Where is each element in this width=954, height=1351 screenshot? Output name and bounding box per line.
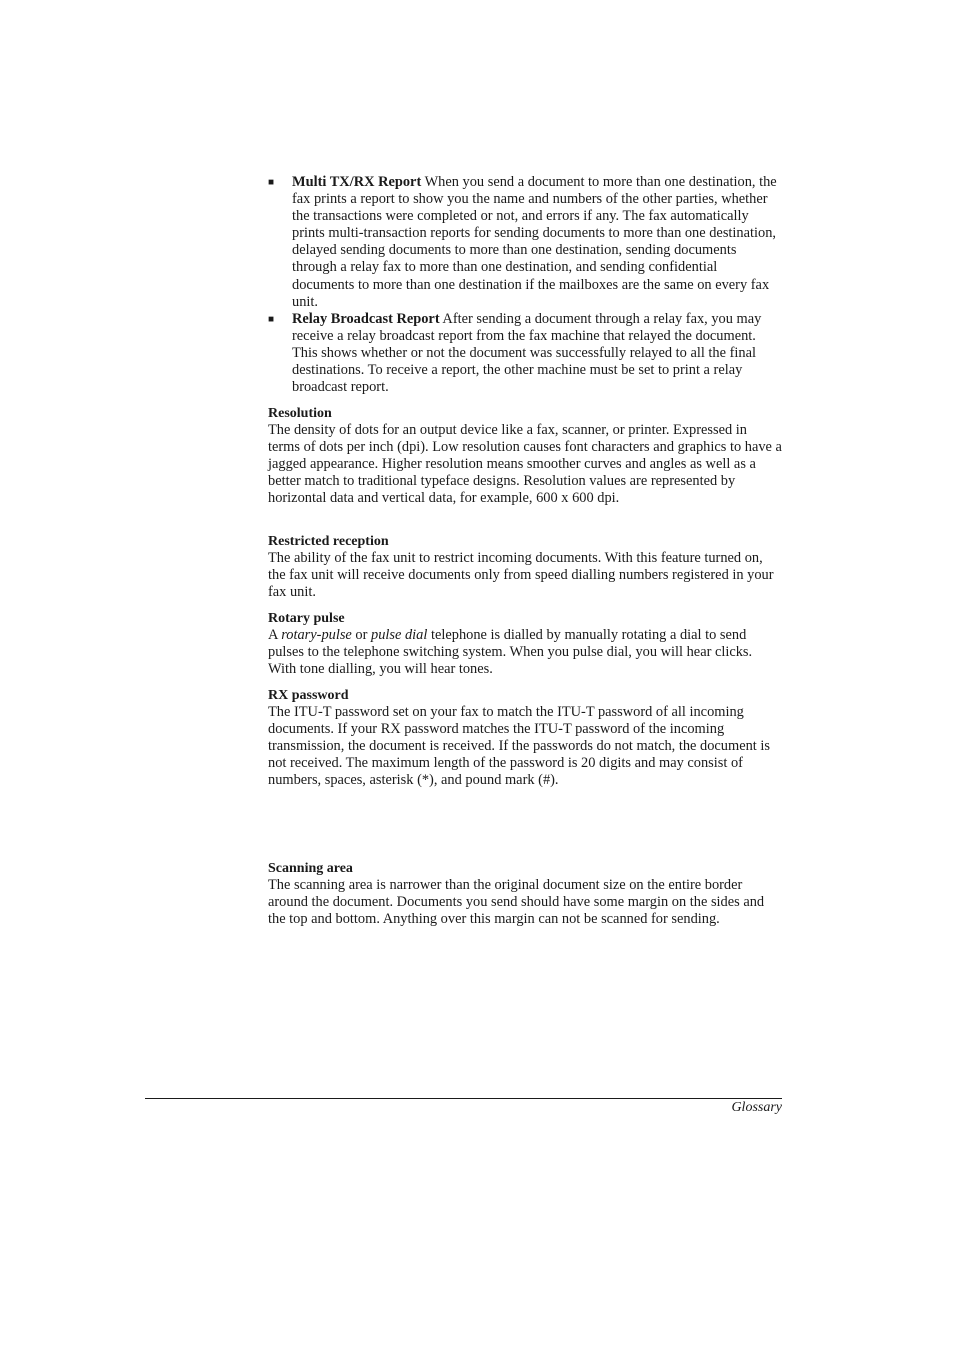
square-bullet-icon: ■ xyxy=(268,313,275,325)
footer-section-label: Glossary xyxy=(731,1100,782,1115)
entry-title: Restricted reception xyxy=(268,534,389,549)
bullet-term: Multi TX/RX Report xyxy=(292,174,422,190)
entry-body xyxy=(268,627,782,678)
bullet-text: When you send a document to more than one destination, the fax prints a report to show you the name and numbers of the other parties, whether the transactions were completed or not, and errors if any. The fax automatically prints multi-transaction reports for sending documents to more than one destination, delayed sending documents to more than one destination, sending documents through a relay fax to more than one destination, and sending confidential documents to more than one destination if the mailboxes are the same on every fax unit. xyxy=(292,174,777,310)
entry-title: Rotary pulse xyxy=(268,611,345,626)
list-item-multi-tx-rx-report xyxy=(268,174,782,311)
report-bullet-list xyxy=(268,174,782,396)
glossary-entry-scanning-area xyxy=(268,860,782,928)
entry-body: The density of dots for an output device like a fax, scanner, or printer. Expressed in terms of dots per inch (dpi). Low resolution causes font characters and graphics to have a jagged appearance. Higher resolution means smoother curves and angles as well as a better match to traditional typeface designs. Resolution values are represented by horizontal data and vertical data, for example, 600 x 600 dpi. xyxy=(268,422,782,507)
glossary-entry-rotary-pulse xyxy=(268,610,782,678)
bullet-term: Relay Broadcast Report xyxy=(292,310,440,327)
bullet-text: After sending a document through a relay fax, you may receive a relay broadcast report from the fax machine that relayed the document. This shows whether or not the document was successfully relayed to all the final destinations. To receive a report, the other machine must be set to print a relay broadcast report. xyxy=(292,310,762,396)
entry-body-emphasis: pulse dial xyxy=(371,627,428,644)
entry-body-text: or xyxy=(351,627,372,644)
entry-body-text: A xyxy=(268,627,282,644)
entry-body: The scanning area is narrower than the original document size on the entire border around the document. Documents you send should have some margin on the sides and the top and bottom. Anything over this margin can not be scanned for sending. xyxy=(268,877,765,928)
glossary-entry-resolution xyxy=(268,405,782,508)
footer-divider xyxy=(145,1098,782,1099)
glossary-entry-rx-password xyxy=(268,687,782,790)
entry-title: Scanning area xyxy=(268,861,353,876)
entry-body: The ability of the fax unit to restrict incoming documents. With this feature turned on, the fax unit will receive documents only from speed dialling numbers registered in your fax unit. xyxy=(268,550,774,601)
glossary-entry-restricted-reception xyxy=(268,533,782,601)
entry-title: Resolution xyxy=(268,406,332,421)
entry-body: The ITU-T password set on your fax to match the ITU-T password of all incoming documents. If your RX password matches the ITU-T password of the incoming transmission, the document is received. If the passwords do not match, the document is not received. The maximum length of the password is 20 digits and may consist of numbers, spaces, asterisk (*), and pound mark (#). xyxy=(268,704,770,789)
entry-body-text: telephone is dialled by manually rotating a dial to send pulses to the telephone switching system. When you pulse dial, you will hear clicks. With tone dialling, you will hear tones. xyxy=(268,627,753,678)
entry-body-emphasis: rotary-pulse xyxy=(281,627,352,644)
entry-title: RX password xyxy=(268,688,349,703)
list-item-relay-broadcast-report xyxy=(268,311,782,396)
square-bullet-icon: ■ xyxy=(268,177,275,188)
